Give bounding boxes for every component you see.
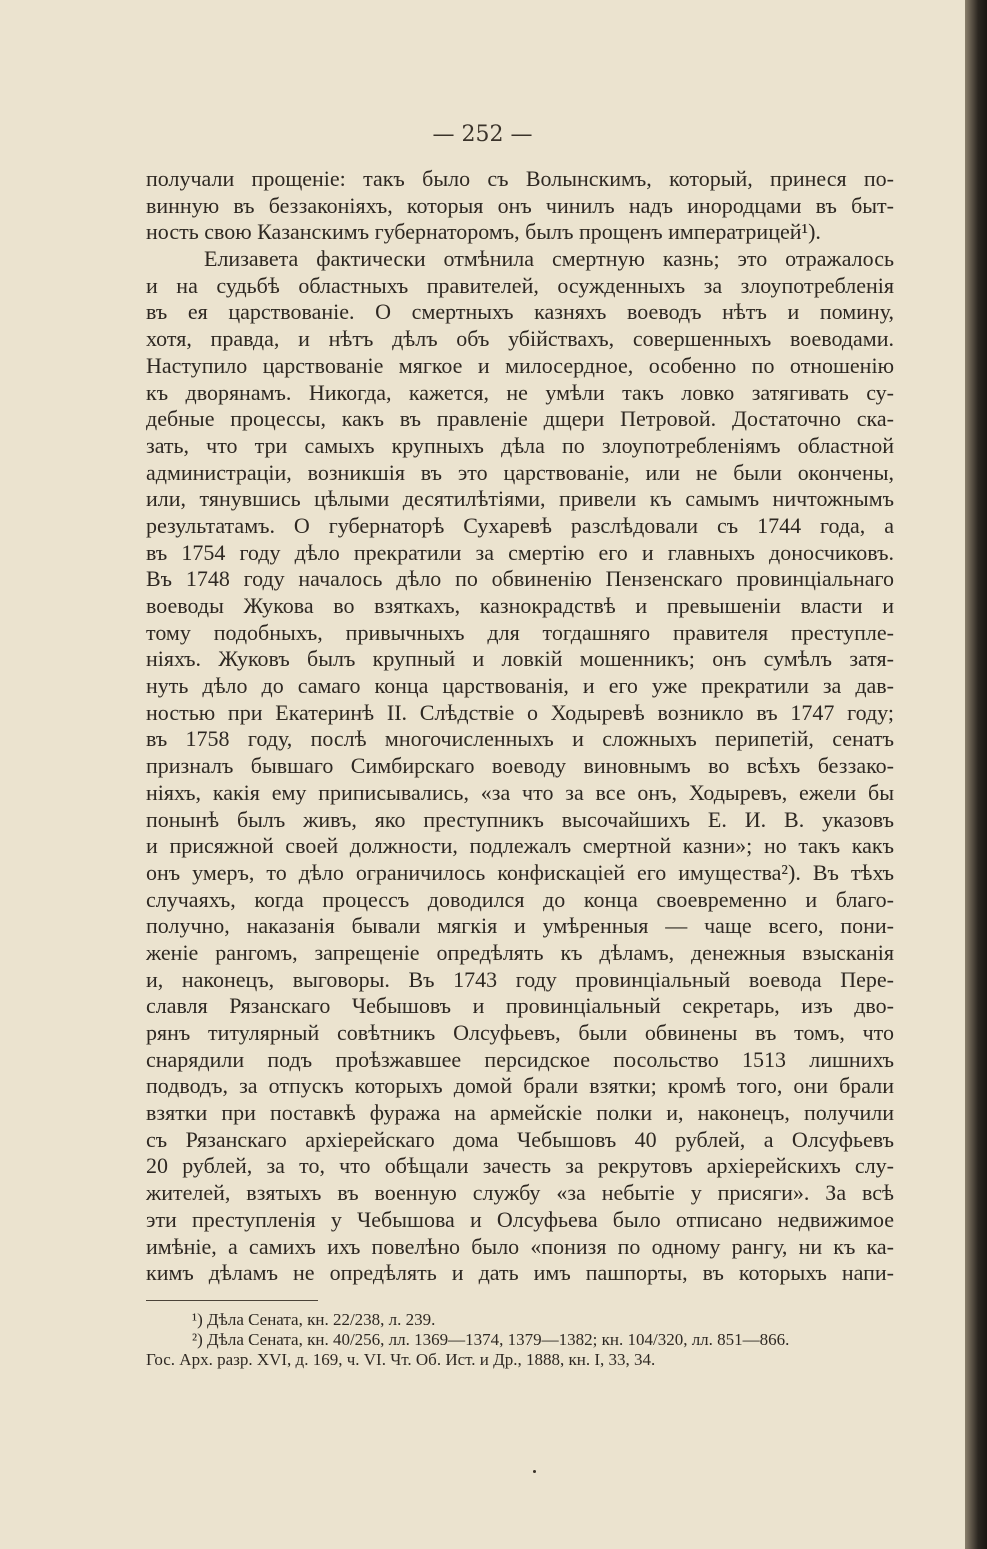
text-line: получно, наказанія бывали мягкія и умѣренныя — чаще всего, пони- (146, 913, 894, 939)
text-line: Въ 1748 году началось дѣло по обвиненію Пензенскаго провинціальнаго (146, 566, 894, 592)
text-line: винную въ беззаконіяхъ, которыя онъ чинилъ надъ инородцами въ быт- (146, 192, 894, 218)
text-line: понынѣ былъ живъ, яко преступникъ высочайшихъ Е. И. В. указовъ (146, 806, 894, 832)
text-line: женіе рангомъ, запрещеніе опредѣлять къ дѣламъ, денежныя взысканія (146, 939, 894, 965)
text-line: рянъ титулярный совѣтникъ Олсуфьевъ, были обвинены въ томъ, что (146, 1020, 894, 1045)
text-line: онъ умеръ, то дѣло ограничилось конфискацiей его имущества²). Въ тѣхъ (146, 859, 894, 885)
text-line: получали прощеніе: такъ было съ Волынскимъ, который, принеся по- (146, 166, 894, 191)
text-line: славля Рязанскаго Чебышовъ и провинціальный секретарь, изъ дво- (146, 993, 894, 1019)
text-line: кимъ дѣламъ не опредѣлять и дать имъ пашпорты, въ которыхъ напи- (146, 1260, 894, 1286)
text-line: взятки при поставкѣ фуража на армейскіе полки и, наконецъ, получили (146, 1100, 894, 1126)
text-line: снарядили подъ проѣзжавшее персидское посольство 1513 лишнихъ (146, 1046, 894, 1072)
body-text (146, 166, 894, 1287)
text-line: результатамъ. О губернаторѣ Сухаревѣ разслѣдовали съ 1744 года, а (146, 512, 894, 538)
text-line: и присяжной своей должности, подлежалъ смертной казни»; но такъ какъ (146, 833, 894, 859)
text-line: подводъ, за отпускъ которыхъ домой брали взятки; кромѣ того, они брали (146, 1073, 894, 1099)
text-line: Елизавета фактически отмѣнила смертную казнь; это отражалось (204, 246, 894, 272)
text-line: ніяхъ. Жуковъ былъ крупный и ловкій мошенникъ; онъ сумѣлъ затя- (146, 646, 894, 672)
footnote-2-continued: Гос. Арх. разр. XVI, д. 169, ч. VI. Чт. Об. Ист. и Др., 1888, кн. I, 33, 34. (146, 1350, 656, 1369)
text-line: случаяхъ, когда процессъ доводился до конца своевременно и благо- (146, 886, 894, 912)
text-line: ность свою Казанскимъ губернаторомъ, былъ прощенъ императрицей¹). (146, 219, 821, 245)
text-line: Наступило царствованіе мягкое и милосердное, особенно по отношенію (146, 352, 894, 378)
text-line: зать, что три самыхъ крупныхъ дѣла по злоупотребленіямъ областной (146, 432, 894, 458)
text-line: дебные процессы, какъ въ правленіе дщери Петровой. Достаточно ска- (146, 406, 894, 432)
text-line: жителей, взятыхъ въ военную службу «за небытіе у присяги». За всѣ (146, 1180, 894, 1206)
page-number: — 252 — (432, 122, 533, 147)
text-line: эти преступленія у Чебышова и Олсуфьева было отписано недвижимое (146, 1206, 894, 1232)
text-line: тому подобныхъ, привычныхъ для тогдашняго правителя преступле- (146, 619, 894, 645)
text-line: и, наконецъ, выговоры. Въ 1743 году провинціальный воевода Пере- (146, 966, 894, 992)
text-line: въ 1758 году, послѣ многочисленныхъ и сложныхъ перипетій, сенатъ (146, 726, 894, 752)
text-line: администраціи, возникшія въ это царствованіе, или не были окончены, (146, 459, 894, 485)
text-line: призналъ бывшаго Симбирскаго воеводу виновнымъ во всѣхъ беззако- (146, 753, 894, 779)
text-line: къ дворянамъ. Никогда, кажется, не умѣли такъ ловко затягивать су- (146, 379, 894, 405)
text-line: съ Рязанскаго архіерейскаго дома Чебышовъ 40 рублей, а Олсуфьевъ (146, 1126, 894, 1152)
footnote-1: ¹) Дѣла Сената, кн. 22/238, л. 239. (192, 1310, 436, 1329)
text-line: и на судьбѣ областныхъ правителей, осужденныхъ за злоупотребленія (146, 272, 894, 298)
paper-speck (533, 1470, 536, 1473)
text-line: или, тянувшись цѣлыми десятилѣтіями, привели къ самымъ ничтожнымъ (146, 486, 894, 512)
text-line: ніяхъ, какія ему приписывались, «за что за все онъ, Ходыревъ, ежели бы (146, 779, 894, 805)
text-line: имѣніе, а самихъ ихъ повелѣно было «понизя по одному рангу, ни къ ка- (146, 1233, 894, 1259)
text-line: 20 рублей, за то, что обѣщали зачесть за рекрутовъ архіерейскихъ слу- (146, 1153, 894, 1179)
book-spine-shadow (965, 0, 987, 1549)
footnotes (146, 1310, 894, 1370)
text-line: хотя, правда, и нѣтъ дѣлъ объ убійствахъ, совершенныхъ воеводами. (146, 326, 894, 352)
text-line: нуть дѣло до самаго конца царствованія, и его уже прекратили за дав- (146, 673, 894, 699)
text-line: ностью при Екатеринѣ II. Слѣдствіе о Ходыревѣ возникло въ 1747 году; (146, 699, 894, 725)
text-line: въ 1754 году дѣло прекратили за смертію его и главныхъ доносчиковъ. (146, 539, 894, 565)
footnote-2: ²) Дѣла Сената, кн. 40/256, лл. 1369—1374, 1379—1382; кн. 104/320, лл. 851—866. (192, 1330, 790, 1349)
text-line: въ ея царствованіе. О смертныхъ казняхъ воеводъ нѣтъ и помину, (146, 299, 894, 325)
footnote-rule (146, 1300, 318, 1301)
text-line: воеводы Жукова во взяткахъ, казнокрадствѣ и превышеніи власти и (146, 593, 894, 618)
